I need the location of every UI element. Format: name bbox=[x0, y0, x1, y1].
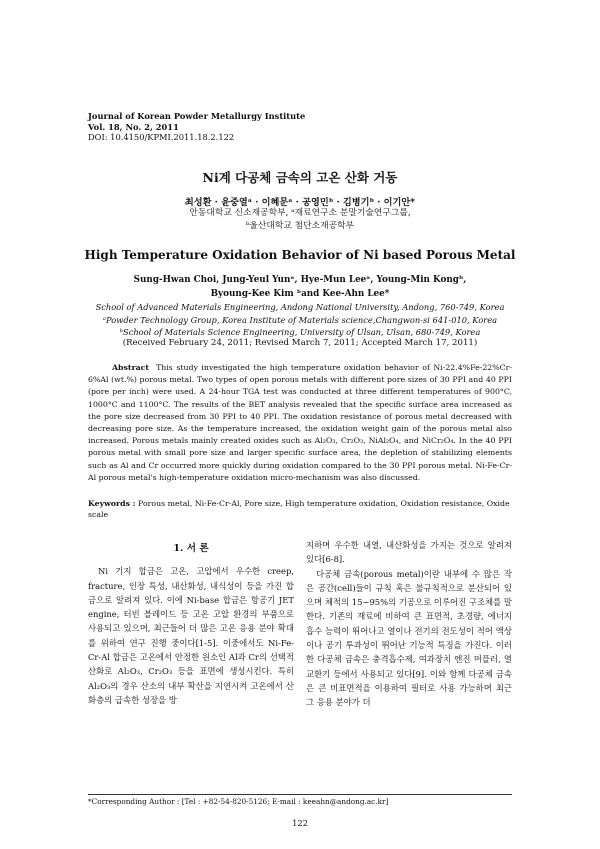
korean-affiliation-line: 안동대학교 신소재공학부, ᵃ재료연구소 분말기술연구그룹, bbox=[189, 208, 411, 218]
korean-affiliation-line: ᵇ울산대학교 첨단소재공학부 bbox=[245, 221, 355, 231]
english-authors-line: Byoung-Kee Kim ᵇand Kee-Ahn Lee* bbox=[210, 289, 390, 299]
received-dates: (Received February 24, 2011; Revised March 7, 2011; Accepted March 17, 2011) bbox=[122, 338, 478, 348]
journal-name: Journal of Korean Powder Metallurgy Institute bbox=[88, 111, 306, 121]
english-affiliation: ᵇSchool of Materials Science Engineering, University of Ulsan, Ulsan, 680-749, Korea bbox=[119, 327, 481, 337]
korean-authors: 최성환 · 윤중열ᵃ · 이혜문ᵃ · 공영민ᵇ · 김병기ᵇ · 이기안* bbox=[184, 197, 416, 208]
english-affiliations bbox=[60, 301, 540, 339]
english-title: High Temperature Oxidation Behavior of Ni based Porous Metal bbox=[84, 248, 516, 262]
abstract bbox=[88, 362, 512, 484]
page-number: 122 bbox=[292, 818, 308, 828]
abstract-label: Abstract bbox=[112, 363, 150, 372]
journal-header bbox=[88, 111, 388, 143]
korean-affiliations bbox=[60, 207, 540, 233]
english-affiliation: School of Advanced Materials Engineering, Andong National University, Andong, 760-749, Korea bbox=[95, 302, 505, 312]
abstract-text: This study investigated the high temperature oxidation behavior of Ni-22.4%Fe-22%Cr-6%Al (wt.%) porous metal. Two types of open porous metals with different pore sizes of 30 PPI and 40 PPI (pore per inch) were used. A 24-hour TGA test was conducted at three different temperatures of 900°C, 1000°C and 1100°C. The results of the BET analysis revealed that the specific surface area increased as the pore size decreased from 30 PPI to 40 PPI. The oxidation resistance of porous metal decreased with decreasing pore size. As the temperature increased, the oxidation weight gain of the porous metal also increased. Porous metals mainly created oxides such as Al₂O₃, Cr₂O₃, NiAl₂O₄, and NiCr₂O₄. In the 40 PPI porous metal with small pore size and larger specific surface area, the depletion of stabilizing elements such as Al and Cr occurred more quickly during oxidation compared to the 30 PPI porous metal. Ni-Fe-Cr-Al porous metal's high-temperature oxidation micro-mechanism was also discussed. bbox=[88, 363, 512, 482]
body-paragraph: Ni 기지 합금은 고온, 고압에서 우수한 creep, fracture, 인장 특성, 내산화성, 내식성이 등을 가진 합금으로 알려져 있다. 이에 Ni-base 합금은 항공기 JET engine, 터빈 블레이드 등 고온 고압 환경의 부품으로 사용되고 있으며, 최근들어 더 많은 고온 응용 분야 확대를 위하여 연구 진행 중이다[1-5]. 이중에서도 Ni-Fe-Cr-Al 합금은 고온에서 안정한 원소인 Al과 Cr의 선택적 산화로 Al₂O₃, Cr₂O₃ 등을 표면에 생성시킨다. 특히 Al₂O₃의 경우 산소의 내부 확산을 지연시켜 고온에서 산화층의 급속한 성장을 방 bbox=[88, 566, 294, 705]
keywords-text: Porous metal, Ni-Fe-Cr-Al, Pore size, High temperature oxidation, Oxidation resistance, Oxide scale bbox=[88, 499, 510, 519]
keywords bbox=[88, 498, 512, 520]
body-paragraph: 지하며 우수한 내열, 내산화성을 가지는 것으로 알려져 있다[6-8]. bbox=[306, 540, 512, 565]
corresponding-author-footnote: *Corresponding Author : [Tel : +82-54-820-5126; E-mail : keeahn@andong.ac.kr] bbox=[88, 797, 389, 806]
keywords-label: Keywords : bbox=[88, 499, 136, 508]
journal-volume: Vol. 18, No. 2, 2011 bbox=[88, 121, 179, 132]
english-authors bbox=[60, 273, 540, 301]
english-affiliation: ᵃPowder Technology Group, Korea Institute of Materials science,Changwon-si 641-010, Korea bbox=[102, 314, 498, 325]
korean-title: Ni계 다공체 금속의 고온 산화 거동 bbox=[202, 170, 398, 185]
section-title: 1. 서 론 bbox=[173, 543, 209, 554]
journal-doi: DOI: 10.4150/KPMI.2011.18.2.122 bbox=[88, 132, 235, 142]
body-paragraph: 다공체 금속(porous metal)이란 내부에 수 많은 작은 공간(cell)들이 규칙 혹은 불규칙적으로 분산되어 있으며 체적의 15~95%의 기공으로 이루어진 구조체를 말한다. 기존의 재료에 비하여 큰 표면적, 초경량, 에너지 흡수 능력이 뛰어나고 열이나 전기의 전도성이 적어 액상이나 공기 투과성이 뛰어난 기능적 특징을 가진다. 이러한 다공체 금속은 충격흡수제, 여과장치 엔진 머플러, 열 교환기 등에서 사용되고 있다[9]. 이와 함께 다공체 금속은 큰 비표면적을 이용하여 필터로 사용 가능하며 최근 그 응용 분야가 더 bbox=[306, 568, 512, 708]
footnote-divider bbox=[88, 794, 512, 795]
right-column bbox=[306, 538, 512, 710]
english-authors-line: Sung-Hwan Choi, Jung-Yeul Yunᵃ, Hye-Mun Leeᵃ, Young-Min Kongᵇ, bbox=[133, 275, 467, 285]
left-column bbox=[88, 538, 294, 707]
